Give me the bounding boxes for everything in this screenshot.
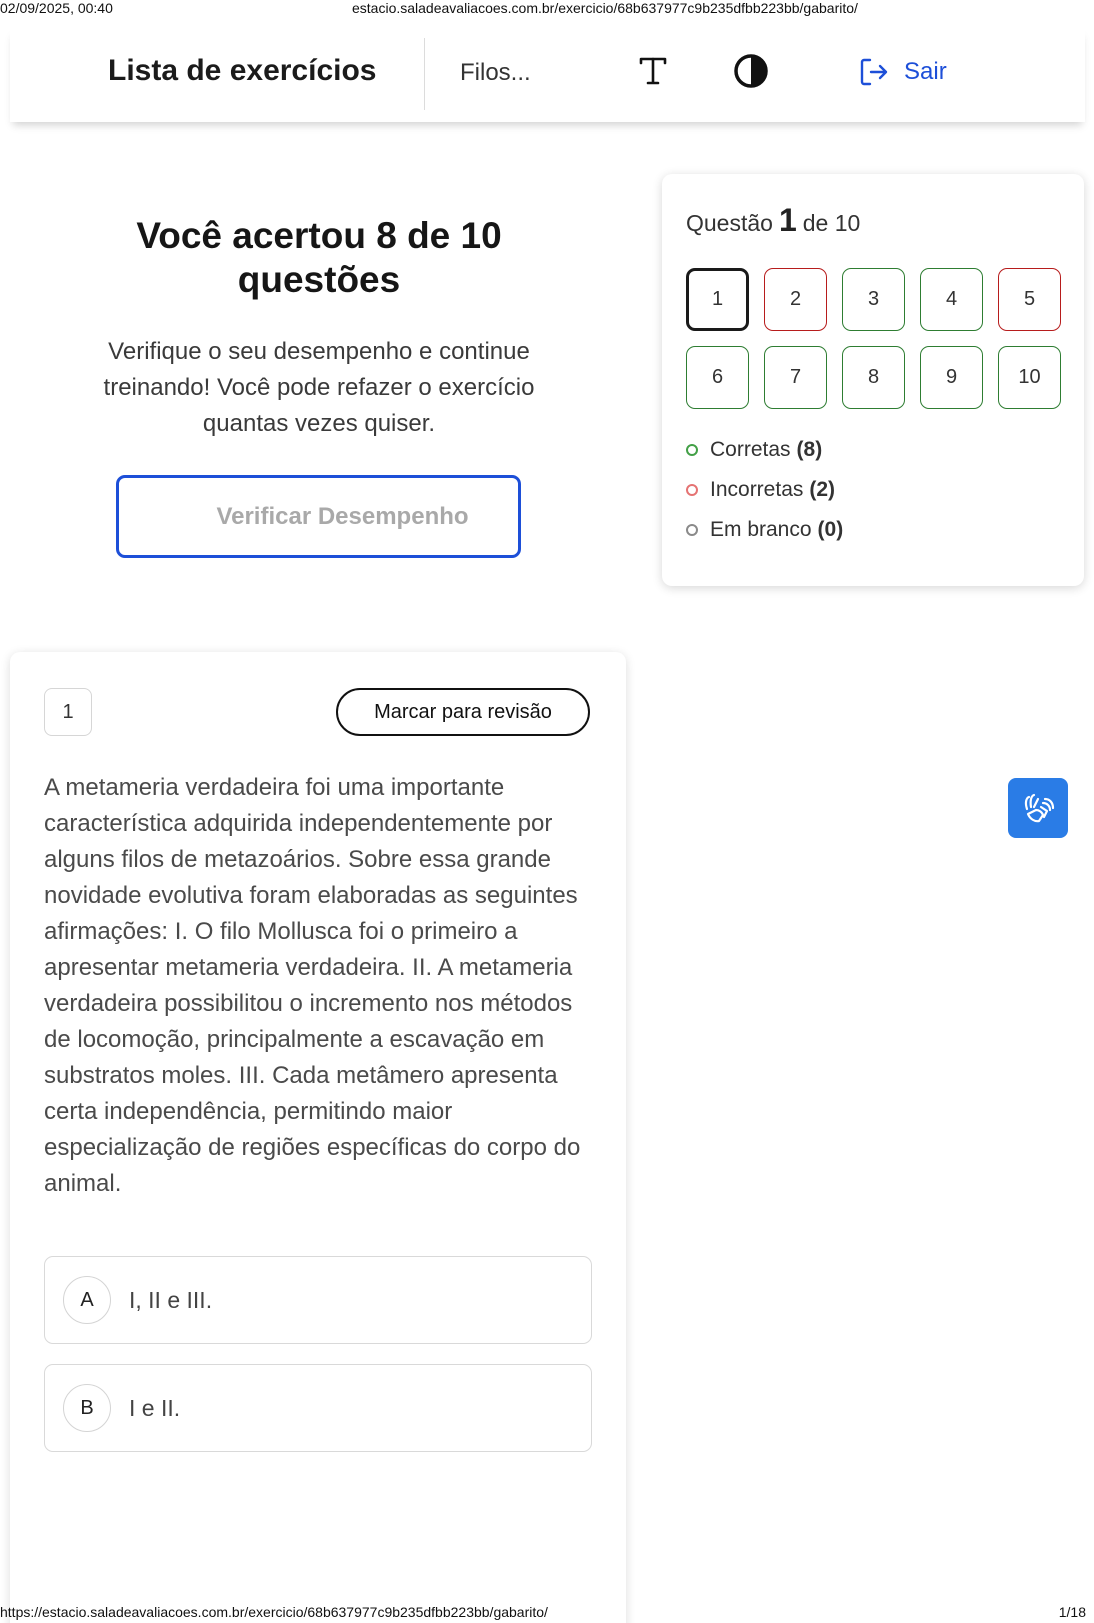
question-card — [10, 652, 626, 1623]
question-counter — [686, 202, 860, 239]
print-url: estacio.saladeavaliacoes.com.br/exercicio/68b637977c9b235dfbb223bb/gabarito/ — [352, 0, 858, 16]
print-full-url: https://estacio.saladeavaliacoes.com.br/exercicio/68b637977c9b235dfbb223bb/gabarito/ — [0, 1604, 548, 1620]
sign-language-icon — [1019, 789, 1057, 827]
mark-for-review-button[interactable]: Marcar para revisão — [336, 688, 590, 736]
legend-item — [686, 430, 843, 470]
logout-button[interactable] — [858, 50, 947, 94]
question-nav-button-2[interactable]: 2 — [764, 268, 827, 331]
question-nav-button-5[interactable]: 5 — [998, 268, 1061, 331]
option-b[interactable] — [44, 1364, 592, 1452]
question-nav-button-10[interactable]: 10 — [998, 346, 1061, 409]
option-letter: A — [63, 1276, 111, 1324]
option-text: I e II. — [129, 1394, 181, 1421]
question-number: 1 — [44, 688, 92, 736]
legend-count: (2) — [809, 478, 836, 501]
status-legend — [686, 430, 843, 550]
contrast-icon — [732, 52, 770, 90]
print-page-number: 1/18 — [1058, 1604, 1086, 1620]
question-nav-button-6[interactable]: 6 — [686, 346, 749, 409]
verify-performance-button[interactable]: Verificar Desempenho — [116, 475, 521, 558]
font-size-icon — [636, 54, 670, 88]
legend-dot-icon — [686, 484, 698, 496]
contrast-button[interactable] — [728, 48, 774, 94]
font-size-button[interactable] — [630, 48, 676, 94]
option-letter: B — [63, 1384, 111, 1432]
option-text: I, II e III. — [129, 1286, 213, 1313]
logout-label: Sair — [904, 58, 947, 85]
question-nav-button-3[interactable]: 3 — [842, 268, 905, 331]
legend-item — [686, 510, 843, 550]
subject-title: Filos... — [460, 59, 531, 86]
result-text: Verifique o seu desempenho e continue treinando! Você pode refazer o exercício quantas vezes quiser. — [103, 338, 535, 437]
header-divider — [424, 38, 425, 110]
legend-label: Em branco — [710, 518, 812, 541]
top-bar — [10, 28, 1085, 122]
question-nav-button-7[interactable]: 7 — [764, 346, 827, 409]
question-text: A metameria verdadeira foi uma importante característica adquirida independentemente por alguns filos de metazoários. Sobre essa grande novidade evolutiva foram elaboradas as seguintes afirmações: I. O filo Mollusca foi o primeiro a apresentar metameria verdadeira. II. A metameria verdadeira possibilitou o incremento nos métodos de locomoção, principalmente a escavação em substratos moles. III. Cada metâmero apresenta certa independência, permitindo maior especialização de regiões específicas do corpo do animal. — [44, 774, 581, 1197]
question-navigator — [662, 174, 1084, 586]
counter-current: 1 — [778, 202, 797, 238]
question-nav-button-8[interactable]: 8 — [842, 346, 905, 409]
legend-item — [686, 470, 843, 510]
question-nav-button-9[interactable]: 9 — [920, 346, 983, 409]
legend-label: Incorretas — [710, 478, 804, 501]
result-title: Você acertou 8 de 10 questões — [136, 215, 502, 300]
question-nav-button-1[interactable]: 1 — [686, 268, 749, 331]
option-a[interactable] — [44, 1256, 592, 1344]
print-header — [0, 0, 1094, 16]
legend-label: Corretas — [710, 438, 791, 461]
counter-suffix: de 10 — [802, 210, 861, 236]
question-nav-button-4[interactable]: 4 — [920, 268, 983, 331]
legend-dot-icon — [686, 524, 698, 536]
logout-icon — [858, 56, 890, 88]
question-grid — [686, 268, 1061, 409]
sign-language-button[interactable] — [1008, 778, 1068, 838]
print-date: 02/09/2025, 00:40 — [0, 0, 113, 16]
page-title: Lista de exercícios — [108, 54, 377, 87]
legend-dot-icon — [686, 444, 698, 456]
counter-prefix: Questão — [686, 210, 773, 236]
result-summary — [60, 214, 578, 442]
legend-count: (8) — [796, 438, 823, 461]
legend-count: (0) — [817, 518, 844, 541]
